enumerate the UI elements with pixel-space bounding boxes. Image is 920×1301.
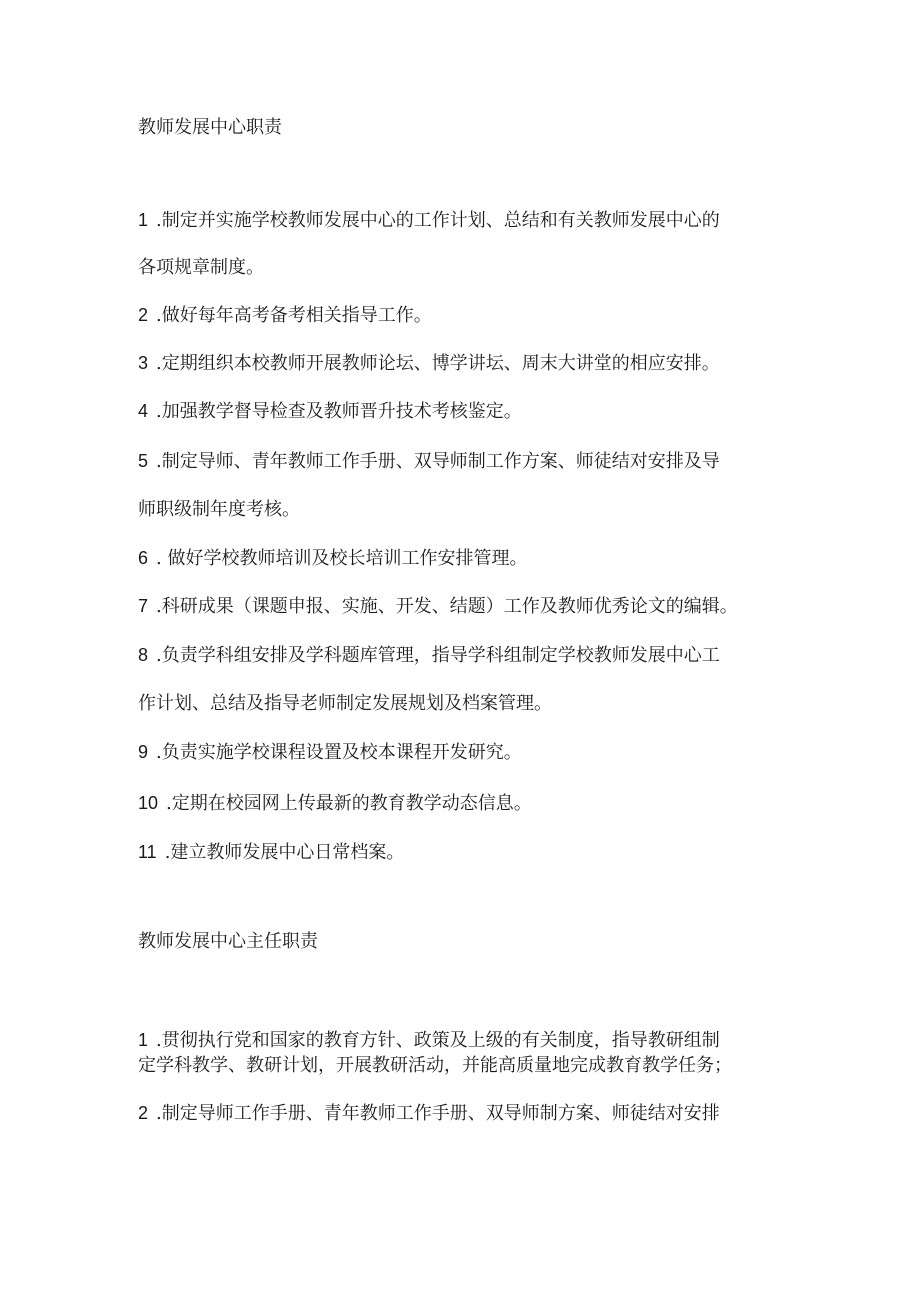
- item-text: . 做好学校教师培训及校长培训工作安排管理。: [156, 548, 528, 569]
- item-number: 9: [138, 742, 149, 762]
- item-text-continuation: 各项规章制度。: [138, 257, 264, 278]
- item-text: .定期在校园网上传最新的教育教学动态信息。: [166, 793, 532, 814]
- item-text: .制定导师工作手册、青年教师工作手册、双导师制方案、师徒结对安排: [156, 1103, 720, 1124]
- item-text: .科研成果（课题申报、实施、开发、结题）工作及教师优秀论文的编辑。: [156, 596, 738, 617]
- item-text: .建立教师发展中心日常档案。: [164, 842, 405, 863]
- item-number: 2: [138, 1103, 149, 1123]
- item-number: 3: [138, 353, 149, 373]
- item-text: .贯彻执行党和国家的教育方针、政策及上级的有关制度，指导教研组制: [156, 1030, 720, 1051]
- list-item: [138, 1028, 798, 1053]
- section-title-director-duties: 教师发展中心主任职责: [138, 931, 318, 952]
- list-item: [138, 399, 798, 424]
- item-number: 10: [138, 793, 159, 813]
- item-number: 6: [138, 548, 149, 568]
- list-item: [138, 449, 798, 474]
- item-text-continuation: 师职级制年度考核。: [138, 499, 300, 520]
- item-number: 1: [138, 210, 149, 230]
- item-number: 5: [138, 451, 149, 471]
- list-item: [138, 546, 798, 571]
- item-text: .做好每年高考备考相关指导工作。: [156, 305, 432, 326]
- item-text-continuation: 作计划、总结及指导老师制定发展规划及档案管理。: [138, 693, 552, 714]
- item-text: .加强教学督导检查及教师晋升技术考核鉴定。: [156, 401, 522, 422]
- item-text: .负责学科组安排及学科题库管理，指导学科组制定学校教师发展中心工: [156, 645, 720, 666]
- list-item: [138, 1101, 798, 1126]
- item-number: 2: [138, 305, 149, 325]
- item-text-continuation: 定学科教学、教研计划，开展教研活动，并能高质量地完成教育教学任务；: [138, 1055, 732, 1076]
- item-number: 7: [138, 596, 149, 616]
- item-text: .定期组织本校教师开展教师论坛、博学讲坛、周末大讲堂的相应安排。: [156, 353, 720, 374]
- section-title-center-duties: 教师发展中心职责: [138, 117, 282, 138]
- item-number: 8: [138, 645, 149, 665]
- item-text: .制定导师、青年教师工作手册、双导师制工作方案、师徒结对安排及导: [156, 451, 720, 472]
- list-item: [138, 643, 798, 668]
- list-item: [138, 840, 798, 865]
- item-number: 1: [138, 1030, 149, 1050]
- list-item: [138, 791, 798, 816]
- item-text: .负责实施学校课程设置及校本课程开发研究。: [156, 742, 522, 763]
- item-number: 4: [138, 401, 149, 421]
- list-item: [138, 208, 798, 233]
- list-item: [138, 303, 798, 328]
- item-number: 11: [138, 842, 157, 862]
- list-item: [138, 351, 798, 376]
- item-text: .制定并实施学校教师发展中心的工作计划、总结和有关教师发展中心的: [156, 210, 720, 231]
- list-item: [138, 740, 798, 765]
- list-item: [138, 594, 798, 619]
